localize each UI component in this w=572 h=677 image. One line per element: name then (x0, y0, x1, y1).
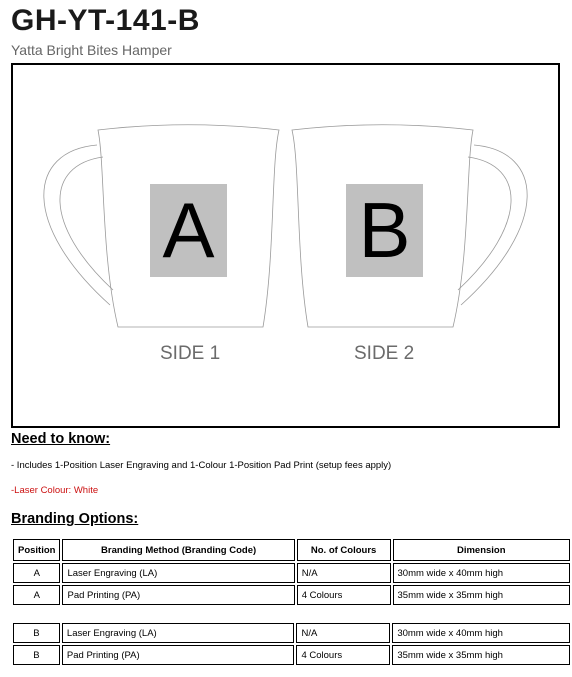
cell-position: B (13, 645, 60, 665)
side-2-label: SIDE 2 (354, 343, 415, 364)
position-b-marker: B (346, 184, 423, 277)
cell-dimension: 30mm wide x 40mm high (392, 623, 570, 643)
header-colours: No. of Colours (297, 539, 391, 561)
need-to-know-heading: Need to know: (11, 431, 111, 447)
cell-position: B (13, 623, 60, 643)
side-1-label: SIDE 1 (160, 343, 221, 364)
cell-colours: 4 Colours (296, 645, 390, 665)
table-header-row (13, 539, 570, 561)
branding-table-position-b (11, 621, 572, 667)
header-position: Position (13, 539, 60, 561)
product-code: GH-YT-141-B (11, 4, 200, 37)
header-method: Branding Method (Branding Code) (62, 539, 294, 561)
cell-dimension: 35mm wide x 35mm high (392, 645, 570, 665)
cell-method: Pad Printing (PA) (62, 585, 294, 605)
cell-position: A (13, 563, 60, 583)
laser-colour-label: -Laser Colour: (11, 485, 72, 496)
branding-options-heading: Branding Options: (11, 511, 139, 527)
table-row (13, 563, 570, 583)
cell-method: Pad Printing (PA) (62, 645, 295, 665)
table-row (13, 585, 570, 605)
cell-method: Laser Engraving (LA) (62, 563, 294, 583)
laser-colour-line (11, 485, 98, 496)
position-a-marker: A (150, 184, 227, 277)
mug-outline-drawing (13, 65, 558, 426)
branding-table-position-a (11, 537, 572, 607)
inclusion-note: - Includes 1-Position Laser Engraving and 1-Colour 1-Position Pad Print (setup fees apply) (11, 460, 392, 471)
header-dimension: Dimension (393, 539, 571, 561)
cell-method: Laser Engraving (LA) (62, 623, 295, 643)
product-name: Yatta Bright Bites Hamper (11, 42, 172, 58)
cell-dimension: 35mm wide x 35mm high (393, 585, 571, 605)
table-row (13, 645, 570, 665)
cell-colours: N/A (296, 623, 390, 643)
table-row (13, 623, 570, 643)
cell-colours: 4 Colours (297, 585, 391, 605)
cell-colours: N/A (297, 563, 391, 583)
laser-colour-value: White (73, 485, 99, 496)
mug-diagram (11, 63, 560, 428)
cell-position: A (13, 585, 60, 605)
cell-dimension: 30mm wide x 40mm high (393, 563, 571, 583)
